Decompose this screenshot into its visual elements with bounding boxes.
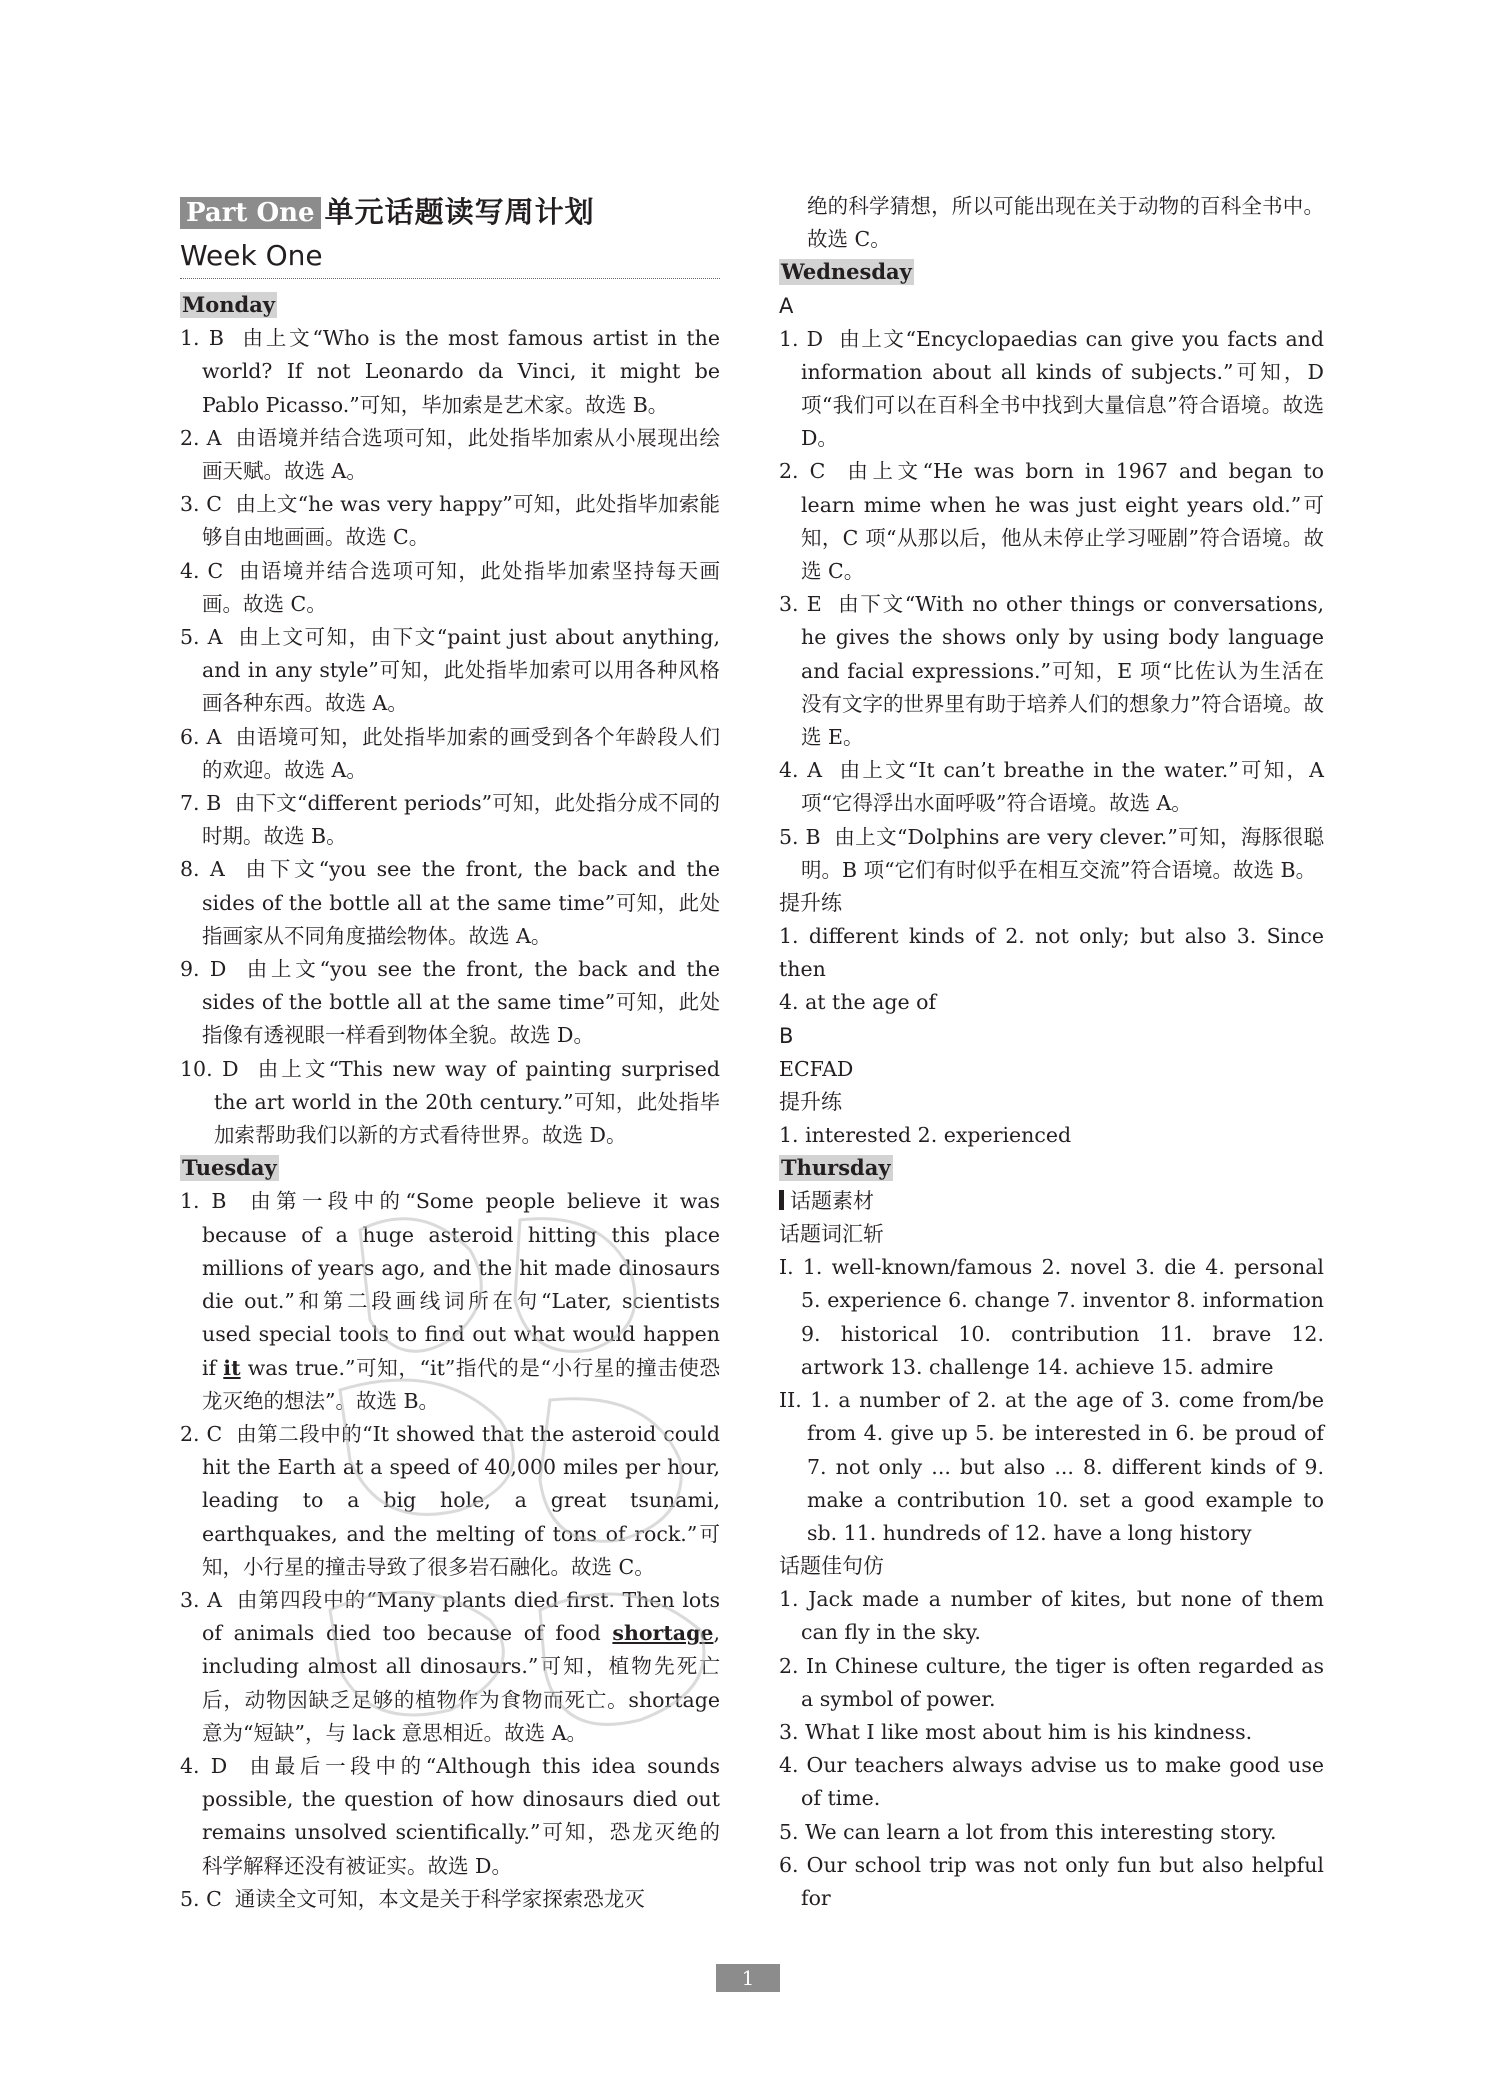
answer-item: 2. C 由第二段中的“It showed that the asteroid could hit the Earth at a speed of 40,000 miles per hour, leading to a big hole, a great tsunami, earthquakes, and the melting of tons of rock.”可知，小行星的撞击导致了很多岩石融化。故选 C。: [180, 1421, 720, 1579]
answer-item: 2. C 由上文“He was born in 1967 and began to learn mime when he was just eight years old.”可知，C 项“从那以后，他从未停止学习哑剧”符合语境。故选 C。: [779, 459, 1324, 584]
tisheng-label: 提升练: [779, 1089, 842, 1114]
vocab-list-1: I. 1. well-known/famous 2. novel 3. die 4. personal 5. experience 6. change 7. inventor 8. information 9. historical 10. contribution 11. brave 12. artwork 13. challenge 14. achieve 15. admire: [779, 1255, 1324, 1379]
bar-icon: [779, 1190, 784, 1210]
answer-item: 2. A 由语境并结合选项可知，此处指毕加索从小展现出绘画天赋。故选 A。: [180, 425, 720, 484]
answer-item: 1. D 由上文“Encyclopaedias can give you facts and information about all kinds of subjects.”可知，D 项“我们可以在百科全书中找到大量信息”符合语境。故选 D。: [779, 326, 1324, 451]
answer-item: 5. C 通读全文可知，本文是关于科学家探索恐龙灭: [180, 1886, 645, 1911]
day-label-monday: Monday: [182, 292, 276, 317]
answer-item: 3. E 由下文“With no other things or conversations, he gives the shows only by using body language and facial expressions.”可知，E 项“比佐认为生活在没有文字的世界里有助于培养人们的想象力”符合语境。故选 E。: [779, 592, 1324, 750]
monday-list: [180, 322, 720, 1152]
sentence-title: 话题佳句仿: [779, 1554, 884, 1579]
day-label-thursday: Thursday: [781, 1155, 891, 1181]
sentence-item: 6. Our school trip was not only fun but also helpful for: [779, 1852, 1324, 1910]
tisheng-answers: 4. at the age of: [779, 990, 937, 1015]
left-column: [180, 190, 720, 1916]
material-heading: 话题素材: [779, 1185, 1324, 1218]
part-tag: Part One: [180, 197, 321, 229]
tisheng-answers: 1. different kinds of 2. not only; but also 3. Since then: [779, 924, 1324, 982]
sentence-item: 3. What I like most about him is his kindness.: [779, 1719, 1253, 1744]
section-a-label: A: [779, 293, 794, 318]
answer-item: 5. B 由上文“Dolphins are very clever.”可知，海豚很聪明。B 项“它们有时似乎在相互交流”符合语境。故选 B。: [779, 824, 1324, 882]
answer-item: 1. B 由上文“Who is the most famous artist in the world? If not Leonardo da Vinci, it might be Pablo Picasso.”可知，毕加索是艺术家。故选 B。: [180, 326, 721, 417]
sentence-item: 4. Our teachers always advise us to make good use of time.: [779, 1753, 1324, 1811]
answer-item: 4. A 由上文“It can’t breathe in the water.”可知，A 项“它得浮出水面呼吸”符合语境。故选 A。: [779, 758, 1324, 816]
tuesday-list: [180, 1185, 720, 1915]
part-heading: [180, 190, 720, 236]
sentence-item: 1. Jack made a number of kites, but none of them can fly in the sky.: [779, 1587, 1324, 1645]
day-label-wednesday: Wednesday: [781, 259, 912, 285]
right-column: [779, 190, 1324, 1915]
day-label-tuesday: Tuesday: [182, 1155, 277, 1181]
answer-item: 1. B 由第一段中的“Some people believe it was because of a huge asteroid hitting this place millions of years ago, and the hit made dinosaurs die out.”和第二段画线词所在句“Later, scientists used special tools to find out what would happen if it was true.”可知，“it”指代的是“小行星的撞击使恐龙灭绝的想法”。故选 B。: [180, 1189, 720, 1413]
answer-item: 10. D 由上文“This new way of painting surprised the art world in the 20th century.”可知，此处指毕加索帮助我们以新的方式看待世界。故选 D。: [180, 1056, 720, 1148]
answer-item: 4. D 由最后一段中的“Although this idea sounds possible, the question of how dinosaurs died out remains unsolved scientifically.”可知，恐龙灭绝的科学解释还没有被证实。故选 D。: [180, 1753, 720, 1878]
part-title: 单元话题读写周计划: [324, 195, 595, 230]
tisheng-label: 提升练: [779, 891, 842, 916]
sentence-item: 5. We can learn a lot from this interesting story.: [779, 1819, 1277, 1844]
vocab-title: 话题词汇斩: [779, 1222, 884, 1247]
answer-item: 8. A 由下文“you see the front, the back and the sides of the bottle all at the same time”可知，此处指画家从不同角度描绘物体。故选 A。: [180, 857, 720, 948]
answer-item: 4. C 由语境并结合选项可知，此处指毕加索坚持每天画画。故选 C。: [180, 558, 720, 616]
vocab-list-2: II. 1. a number of 2. at the age of 3. come from/be from 4. give up 5. be interested in 6. be proud of 7. not only ... but also ... 8. different kinds of 9. make a contribution 10. set a good example to sb. 11. hundreds of 12. have a long history: [779, 1388, 1324, 1545]
section-b-label: B: [779, 1023, 794, 1048]
answer-item: 6. A 由语境可知，此处指毕加索的画受到各个年龄段人们的欢迎。故选 A。: [180, 724, 720, 782]
underlined-word: it: [223, 1355, 241, 1380]
answer-item: 5. A 由上文可知，由下文“paint just about anything, and in any style”可知，此处指毕加索可以用各种风格画各种东西。故选 A。: [180, 625, 720, 716]
tisheng-answers: 1. interested 2. experienced: [779, 1122, 1072, 1147]
week-title: Week One: [180, 236, 720, 279]
answer-item: 3. A 由第四段中的“Many plants died first. Then lots of animals died too because of food shortage, including almost all dinosaurs.”可知，植物先死亡后，动物因缺乏足够的植物作为食物而死亡。shortage 意为“短缺”，与 lack 意思相近。故选 A。: [180, 1587, 720, 1745]
continued-text: 绝的科学猜想，所以可能出现在关于动物的百科全书中。故选 C。: [807, 194, 1324, 252]
b-answer: ECFAD: [779, 1056, 854, 1081]
sentence-list: [779, 1583, 1324, 1915]
answer-item: 7. B 由下文“different periods”可知，此处指分成不同的时期。故选 B。: [180, 791, 720, 849]
sentence-item: 2. In Chinese culture, the tiger is often regarded as a symbol of power.: [779, 1653, 1324, 1711]
underlined-word: shortage: [612, 1621, 714, 1646]
wednesday-list: [779, 323, 1324, 887]
page-number: 1: [716, 1964, 780, 1992]
answer-item: 9. D 由上文“you see the front, the back and the sides of the bottle all at the same time”可知，此处指像有透视眼一样看到物体全貌。故选 D。: [180, 957, 720, 1048]
answer-item: 3. C 由上文“he was very happy”可知，此处指毕加索能够自由地画画。故选 C。: [180, 492, 720, 550]
